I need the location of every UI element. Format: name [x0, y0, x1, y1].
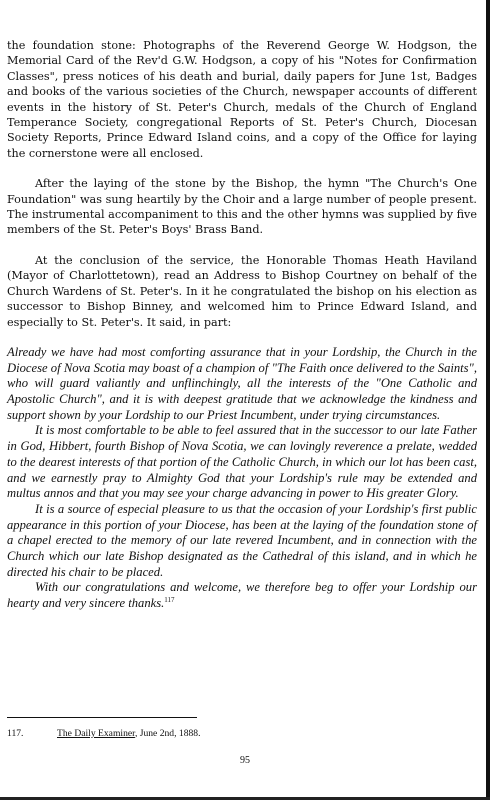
- quote-paragraph-2: It is most comfortable to be able to feel assured that in the successor to our late Father in God, Hibbert, fourth Bishop of Nova Scotia, we can lovingly reverence a prelate, wedded to the dearest interests of that portion of the Catholic Church, in which our lot has been cast, and we earnestly pray to Almighty God that your Lordship's rule may be extended and multus annos and that you may see your charge advancing in power to His greater Glory.: [7, 423, 477, 501]
- quote-paragraph-3: It is a source of especial pleasure to us that the occasion of your Lordship's first public appearance in this portion of your Diocese, has been at the laying of the foundation stone of a chapel erected to the memory of our late revered Incumbent, and in connection with the Church which our late Bishop designated as the Cathedral of this island, and in which he directed his chair to be placed.: [7, 501, 477, 579]
- page-body: [7, 38, 477, 612]
- body-paragraph-1: the foundation stone: Photographs of the Reverend George W. Hodgson, the Memorial Card of the Rev'd G.W. Hodgson, a copy of his "Notes for Confirmation Classes", press notices of his death and burial, daily papers for June 1st, Badges and books of the various societies of the Church, newspaper accounts of different events in the history of St. Peter's Church, medals of the Church of England Temperance Society, congregational Reports of St. Peter's Church, Diocesan Society Reports, Prince Edward Island coins, and a copy of the Office for laying the cornerstone were all enclosed.: [7, 39, 477, 160]
- quote-paragraph-4-text: With our congratulations and welcome, we therefore beg to offer your Lordship our hearty and very sincere thanks.: [7, 580, 477, 611]
- body-paragraph-2: After the laying of the stone by the Bishop, the hymn "The Church's One Foundation" was sung heartily by the Choir and a large number of people present. The instrumental accompaniment to this and the other hymns was supplied by five members of the St. Peter's Boys' Brass Band.: [7, 177, 477, 237]
- quote-paragraph-1: Already we have had most comforting assurance that in your Lordship, the Church in the Diocese of Nova Scotia may boast of a champion of "The Faith once delivered to the Saints", who will guard valiantly and unflinchingly, all the interests of the "One Catholic and Apostolic Church", and it is with deepest gratitude that we acknowledge the kindness and support shown by your Lordship to our Priest Incumbent, under trying circumstances.: [7, 344, 477, 422]
- footnote-date: , June 2nd, 1888.: [134, 728, 201, 739]
- footnote: [7, 728, 201, 740]
- block-quote: [7, 345, 477, 612]
- quote-paragraph-4: [7, 580, 477, 611]
- page-number: 95: [240, 755, 250, 766]
- body-paragraph-3: At the conclusion of the service, the Honorable Thomas Heath Haviland (Mayor of Charlottetown), read an Address to Bishop Courtney on behalf of the Church Wardens of St. Peter's. In it he congratulated the bishop on his election as successor to Bishop Binney, and welcomed him to Prince Edward Island, and especially to St. Peter's. It said, in part:: [7, 253, 477, 329]
- footnote-divider: [7, 717, 197, 718]
- scan-edge-right: [486, 0, 490, 800]
- footnote-number: 117.: [7, 728, 24, 739]
- footnote-reference: 117: [164, 596, 175, 605]
- footnote-source: The Daily Examiner: [57, 728, 135, 739]
